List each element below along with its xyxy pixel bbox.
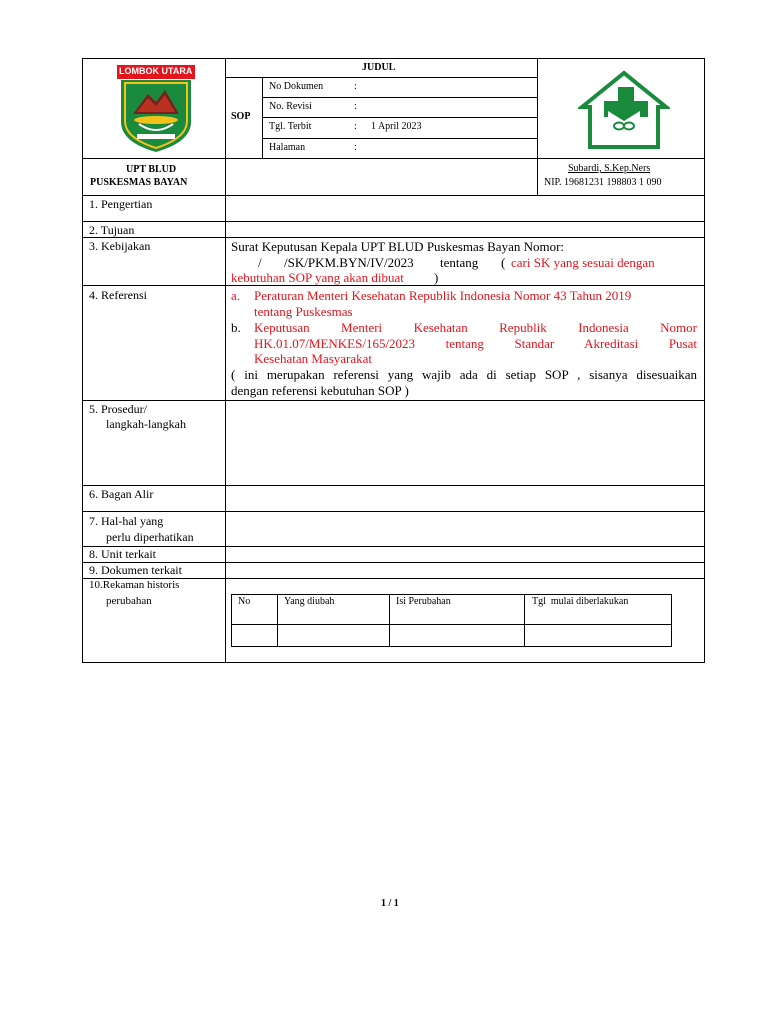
ref-b-line3: Kesehatan Masyarakat — [254, 351, 373, 366]
history-header-yang-diubah: Yang diubah — [284, 596, 335, 607]
kebijakan-paren-open: ( — [501, 255, 506, 270]
ref-a-marker: a. — [231, 288, 241, 303]
section-rekaman-historis-line2: perubahan — [106, 595, 152, 607]
meta-sep-tgl-terbit: : — [354, 121, 357, 132]
kebijakan-tentang: tentang — [440, 255, 479, 270]
ref-b-line1: Keputusan Menteri Kesehatan Republik Indonesia Nomor — [254, 320, 697, 335]
puskesmas-logo — [578, 69, 670, 151]
meta-label-halaman: Halaman — [269, 142, 306, 153]
section-dokumen-terkait: 9. Dokumen terkait — [89, 563, 182, 577]
history-header-tgl-mulai: Tgl mulai diberlakukan — [532, 596, 629, 607]
ref-b-line2: HK.01.07/MENKES/165/2023 tentang Standar Akreditasi Pusat — [254, 336, 697, 351]
meta-label-no-revisi: No. Revisi — [269, 101, 312, 112]
section-kebijakan: 3. Kebijakan — [89, 239, 151, 253]
ref-b-marker: b. — [231, 320, 241, 335]
signer-name: Subardi, S.Kep.Ners — [568, 163, 651, 174]
org-name-line2: PUSKESMAS BAYAN — [90, 177, 188, 188]
page-number: 1 / 1 — [381, 898, 399, 909]
logo-banner-text: LOMBOK UTARA — [119, 66, 193, 76]
sop-label: SOP — [231, 111, 251, 122]
ref-a-line2: tentang Puskesmas — [254, 304, 353, 319]
signer-nip: NIP. 19681231 198803 1 090 — [544, 177, 662, 188]
section-unit-terkait: 8. Unit terkait — [89, 547, 156, 561]
section-rekaman-historis: 10.Rekaman historis — [89, 579, 180, 591]
ref-a-line1: Peraturan Menteri Kesehatan Republik Indonesia Nomor 43 Tahun 2019 — [254, 288, 632, 303]
kebijakan-paren-close: ) — [434, 270, 439, 285]
history-header-no: No — [238, 596, 251, 607]
section-referensi: 4. Referensi — [89, 288, 147, 302]
ref-note-line2: dengan referensi kebutuhan SOP ) — [231, 383, 409, 398]
meta-label-no-dokumen: No Dokumen — [269, 81, 324, 92]
meta-sep-no-revisi: : — [354, 101, 357, 112]
kebijakan-line1: Surat Keputusan Kepala UPT BLUD Puskesmas Bayan Nomor: — [231, 239, 565, 254]
lombok-utara-logo — [115, 64, 197, 154]
section-pengertian: 1. Pengertian — [89, 197, 153, 211]
meta-sep-halaman: : — [354, 142, 357, 153]
org-name-line1: UPT BLUD — [126, 164, 177, 175]
kebijakan-number-slash: / — [258, 255, 262, 270]
kebijakan-hint-line2: kebutuhan SOP yang akan dibuat — [231, 270, 404, 285]
section-hal-hal-line2: perlu diperhatikan — [106, 530, 194, 544]
kebijakan-number: /SK/PKM.BYN/IV/2023 — [284, 255, 414, 270]
kebijakan-hint-line1: cari SK yang sesuai dengan — [511, 255, 655, 270]
meta-sep-no-dokumen: : — [354, 81, 357, 92]
section-prosedur: 5. Prosedur/ — [89, 402, 147, 416]
ref-note-line1: ( ini merupakan referensi yang wajib ada di setiap SOP , sisanya disesuaikan — [231, 367, 697, 382]
meta-label-tgl-terbit: Tgl. Terbit — [269, 121, 312, 132]
section-prosedur-line2: langkah-langkah — [106, 417, 186, 431]
section-bagan-alir: 6. Bagan Alir — [89, 487, 154, 501]
section-hal-hal: 7. Hal-hal yang — [89, 514, 164, 528]
document-title: JUDUL — [362, 62, 396, 73]
history-header-isi-perubahan: Isi Perubahan — [396, 596, 451, 607]
meta-value-tgl-terbit: 1 April 2023 — [371, 121, 422, 132]
section-tujuan: 2. Tujuan — [89, 223, 135, 237]
